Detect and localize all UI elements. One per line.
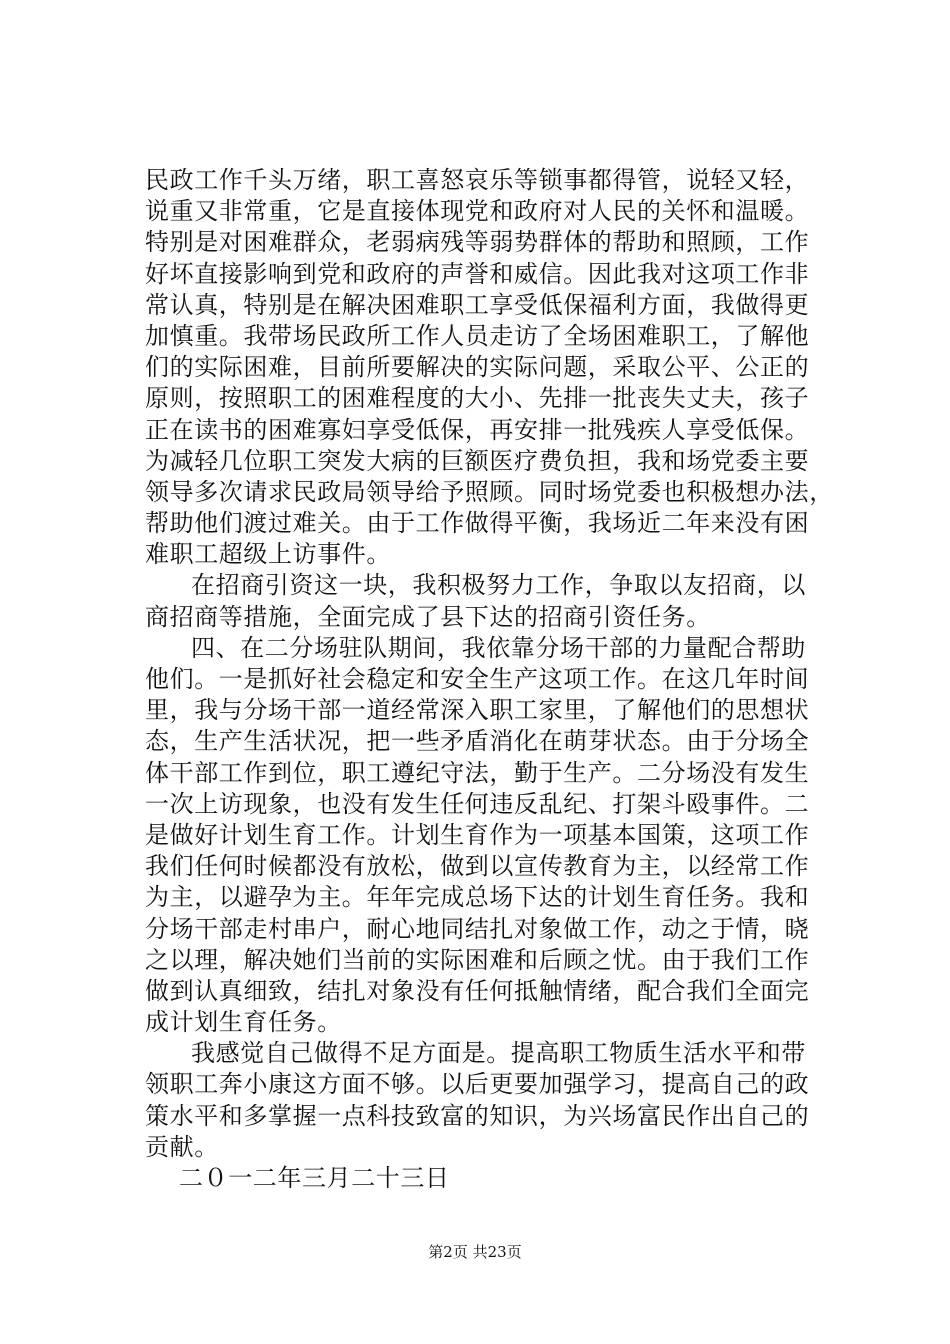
text-line: 里，我与分场干部一道经常深入职工家里，了解他们的思想状 bbox=[145, 696, 810, 725]
text-line: 民政工作千头万绪，职工喜怒哀乐等锁事都得管，说轻又轻， bbox=[145, 166, 810, 194]
document-body bbox=[145, 165, 835, 1194]
text-line: 贡献。 bbox=[145, 1132, 219, 1161]
text-line: 做到认真细致，结扎对象没有任何抵触情绪，配合我们全面完 bbox=[145, 976, 810, 1005]
text-line: 成计划生育任务。 bbox=[145, 1008, 342, 1037]
text-line: 领职工奔小康这方面不够。以后更要加强学习，提高自己的政 bbox=[145, 1070, 810, 1099]
text-line: 正在读书的困难寡妇享受低保，再安排一批残疾人享受低保。 bbox=[145, 415, 810, 444]
text-line: 态，生产生活状况，把一些矛盾消化在萌芽状态。由于分场全 bbox=[145, 727, 810, 756]
text-line: 为主，以避孕为主。年年完成总场下达的计划生育任务。我和 bbox=[145, 883, 810, 912]
text-line: 常认真，特别是在解决困难职工享受低保福利方面，我做得更 bbox=[145, 290, 810, 319]
text-line: 加慎重。我带场民政所工作人员走访了全场困难职工，了解他 bbox=[145, 321, 810, 350]
page-number-footer: 第2页 共23页 bbox=[428, 1243, 522, 1261]
text-line: 之以理，解决她们当前的实际困难和后顾之忧。由于我们工作 bbox=[145, 945, 810, 974]
paragraph-start-line: 四、在二分场驻队期间，我依靠分场干部的力量配合帮助 bbox=[191, 633, 806, 662]
paragraph-start-line: 我感觉自己做得不足方面是。提高职工物质生活水平和带 bbox=[191, 1039, 806, 1068]
text-line: 说重又非常重，它是直接体现党和政府对人民的关怀和温暖。 bbox=[145, 197, 810, 226]
text-line: 帮助他们渡过难关。由于工作做得平衡，我场近二年来没有困 bbox=[145, 509, 810, 538]
text-line: 策水平和多掌握一点科技致富的知识，为兴场富民作出自己的 bbox=[145, 1101, 810, 1130]
text-line: 原则，按照职工的困难程度的大小、先排一批丧失丈夫，孩子 bbox=[145, 384, 810, 413]
text-line: 好坏直接影响到党和政府的声誉和威信。因此我对这项工作非 bbox=[145, 259, 810, 288]
text-line: 领导多次请求民政局领导给予照顾。同时场党委也积极想办法， bbox=[145, 477, 834, 506]
text-line: 他们。一是抓好社会稳定和安全生产这项工作。在这几年时间 bbox=[145, 665, 810, 693]
text-line: 为减轻几位职工突发大病的巨额医疗费负担，我和场党委主要 bbox=[145, 446, 810, 475]
text-line: 一次上访现象，也没有发生任何违反乱纪、打架斗殴事件。二 bbox=[145, 789, 810, 818]
text-line: 体干部工作到位，职工遵纪守法，勤于生产。二分场没有发生 bbox=[145, 758, 810, 787]
text-line: 商招商等措施，全面完成了县下达的招商引资任务。 bbox=[145, 602, 711, 631]
text-line: 难职工超级上访事件。 bbox=[145, 540, 391, 569]
date-line: 二０一二年三月二十三日 bbox=[179, 1164, 450, 1192]
text-line: 特别是对困难群众，老弱病残等弱势群体的帮助和照顾，工作 bbox=[145, 228, 810, 257]
text-line: 我们任何时候都没有放松，做到以宣传教育为主，以经常工作 bbox=[145, 852, 810, 881]
text-line: 分场干部走村串户，耐心地同结扎对象做工作，动之于情，晓 bbox=[145, 914, 810, 943]
text-line: 们的实际困难，目前所要解决的实际问题，采取公平、公正的 bbox=[145, 353, 810, 382]
paragraph-start-line: 在招商引资这一块，我积极努力工作，争取以友招商，以 bbox=[191, 571, 806, 600]
text-line: 是做好计划生育工作。计划生育作为一项基本国策，这项工作 bbox=[145, 820, 810, 849]
